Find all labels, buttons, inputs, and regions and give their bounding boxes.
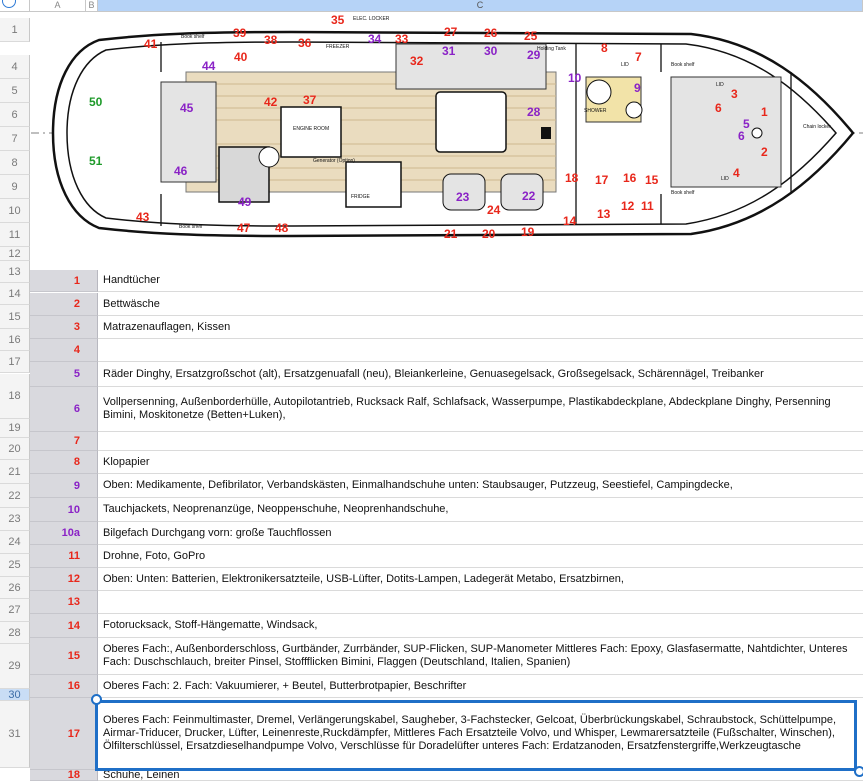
row-number[interactable]: 1: [0, 18, 30, 42]
boat-layout-image[interactable]: [31, 12, 863, 263]
compartment-number[interactable]: 10: [30, 498, 98, 522]
compartment-number[interactable]: 13: [30, 591, 98, 614]
plan-annotation: Generator (Option): [313, 158, 355, 164]
column-header-a[interactable]: A: [30, 0, 86, 12]
compartment-label: 3: [731, 87, 738, 101]
contents-text: Bettwäsche: [103, 297, 160, 310]
contents-cell[interactable]: [98, 498, 863, 522]
row-number[interactable]: 17: [0, 351, 30, 373]
row-number[interactable]: 16: [0, 329, 30, 351]
compartment-label: 44: [202, 59, 216, 73]
compartment-number[interactable]: 8: [30, 451, 98, 474]
compartment-number[interactable]: 2: [30, 293, 98, 316]
contents-text: Schuhe, Leinen: [103, 768, 180, 781]
compartment-label: 31: [442, 44, 456, 58]
compartment-label: 11: [641, 199, 654, 213]
row-number[interactable]: 14: [0, 283, 30, 305]
compartment-label: 28: [527, 105, 541, 119]
contents-cell[interactable]: [98, 451, 863, 474]
compartment-label: 49: [238, 195, 252, 209]
row-number[interactable]: 29: [0, 644, 30, 689]
compartment-label: 39: [233, 26, 247, 40]
compartment-number[interactable]: 1: [30, 270, 98, 292]
contents-text: Oben: Medikamente, Defibrilator, Verbandskästen, Einmalhandschuhe unten: Staubsauger, Putzzeug, Seestiefel, Campingdecke,: [103, 479, 733, 491]
compartment-label: 13: [597, 207, 611, 221]
contents-cell[interactable]: [98, 339, 863, 362]
row-number[interactable]: 27: [0, 599, 30, 622]
compartment-label: 21: [444, 227, 458, 241]
compartment-label: 30: [484, 44, 498, 58]
contents-cell[interactable]: [98, 638, 863, 675]
compartment-label: 4: [733, 166, 740, 180]
compartment-label: 50: [89, 95, 103, 109]
row-number[interactable]: 19: [0, 419, 30, 438]
contents-cell[interactable]: [98, 545, 863, 568]
row-number[interactable]: 5: [0, 79, 30, 103]
contents-cell[interactable]: [98, 614, 863, 638]
compartment-label: 20: [482, 227, 496, 241]
contents-text: Tauchjackets, Neoprenanzüge, Neopренschuhe, Neoprenhandschuhe,: [103, 503, 449, 515]
row-number[interactable]: 30: [0, 689, 30, 701]
compartment-number[interactable]: 11: [30, 545, 98, 568]
contents-text: Matrazenauflagen, Kissen: [103, 320, 231, 333]
compartment-number[interactable]: 3: [30, 316, 98, 339]
contents-text: Oben: Unten: Batterien, Elektronikersatzteile, USB-Lüfter, Dotits-Lampen, Ladegerät Metabo, Ersatzbirnen,: [103, 572, 624, 585]
contents-cell[interactable]: [98, 568, 863, 591]
column-header-bar: [0, 0, 863, 12]
contents-text: Vollpersenning, Außenborderhülle, Autopilotantrieb, Rucksack Ralf, Schlafsack, Wasserpumpe, Plastikabdeckplane, Abdeckplane Dinghy, Persenning Bimini, Moskitonetze (Betten+Luken),: [103, 396, 831, 421]
row-number[interactable]: 20: [0, 438, 30, 460]
row-number[interactable]: 9: [0, 175, 30, 199]
contents-text: Oberes Fach: 2. Fach: Vakuumierer, + Beutel, Butterbrotpapier, Beschrifter: [103, 679, 467, 692]
plan-annotation: Chain locker: [803, 124, 831, 130]
engine-room: [281, 107, 341, 157]
compartment-label: 15: [645, 173, 659, 187]
compartment-label: 5: [743, 117, 750, 131]
compartment-label: 6: [738, 129, 745, 143]
compartment-number[interactable]: 18: [30, 770, 98, 781]
compartment-number[interactable]: 15: [30, 638, 98, 675]
forward-sink: [626, 102, 642, 118]
contents-text: Oberes Fach: Feinmultimaster, Dremel, Verlängerungskabel, Saugheber, 3-Fachstecker, Gelcoat, Überbrückungskabel, Schraubstock, Schüttelpumpe, Airmar-Triducer, Drucker, Lüfter, Leinenreste,Ruckdämpfer, Mittleres Fach Ersatzteile Volvo, und Whisper, Lewmarersatzteile (Fußschalter, Winschen), Ölfilterschlüssel, Ersatzdieselhandpumpe Volvo, Verschlüsse für Doradelüfter unteres Fach: Erdatzanoden, Ersatzfenstergriffe,Werkzeugtasche: [103, 714, 837, 752]
compartment-label: 9: [634, 81, 641, 95]
contents-cell[interactable]: [98, 316, 863, 339]
contents-text: Räder Dinghy, Ersatzgroßschot (alt), Ersatzgenuafall (neu), Bleiankerleine, Genuasegelsack, Großsegelsack, Schärennägel, Treibanker: [103, 367, 764, 380]
row-number[interactable]: 23: [0, 508, 30, 531]
row-number[interactable]: 10: [0, 199, 30, 223]
contents-cell[interactable]: [98, 293, 863, 316]
plan-annotation: ELEC. LOCKER: [353, 16, 390, 22]
compartment-label: 38: [264, 33, 278, 47]
column-header-b[interactable]: B: [86, 0, 98, 12]
row-number[interactable]: 24: [0, 531, 30, 554]
compartment-label: 24: [487, 203, 501, 217]
contents-text: Klopapier: [103, 455, 150, 468]
mast: [541, 127, 551, 139]
contents-cell[interactable]: [98, 591, 863, 614]
row-number[interactable]: 22: [0, 484, 30, 508]
compartment-number[interactable]: 14: [30, 614, 98, 638]
compartment-number[interactable]: 5: [30, 362, 98, 387]
compartment-label: 19: [521, 225, 535, 239]
contents-cell[interactable]: [98, 270, 863, 292]
row-number[interactable]: 4: [0, 55, 30, 79]
plan-annotation: ENGINE ROOM: [293, 126, 330, 132]
compartment-label: 42: [264, 95, 278, 109]
compartment-label: 10: [568, 71, 582, 85]
compartment-label: 26: [484, 26, 498, 40]
salon-table: [436, 92, 506, 152]
compartment-number[interactable]: 12: [30, 568, 98, 591]
compartment-number[interactable]: 4: [30, 339, 98, 362]
galley: [346, 162, 401, 207]
contents-cell[interactable]: [98, 362, 863, 387]
forward-toilet: [587, 80, 611, 104]
compartment-label: 51: [89, 154, 103, 168]
compartment-number[interactable]: 17: [30, 698, 98, 770]
plan-annotation: LID: [621, 62, 629, 68]
row-number[interactable]: 21: [0, 460, 30, 484]
compartment-label: 48: [275, 221, 289, 235]
compartment-label: 27: [444, 25, 458, 39]
compartment-number[interactable]: 10a: [30, 522, 98, 545]
row-number[interactable]: 18: [0, 374, 30, 419]
plan-annotation: FRIDGE: [351, 194, 370, 200]
compartment-label: 47: [237, 221, 251, 235]
contents-cell[interactable]: [98, 698, 863, 770]
compartment-label: 22: [522, 189, 536, 203]
anchor-point: [752, 128, 762, 138]
compartment-label: 29: [527, 48, 541, 62]
compartment-label: 2: [761, 145, 768, 159]
compartment-label: 36: [298, 36, 312, 50]
plan-annotation: LID: [716, 82, 724, 88]
compartment-label: 1: [761, 105, 768, 119]
plan-annotation: SHOWER: [584, 108, 607, 114]
compartment-label: 34: [368, 32, 382, 46]
compartment-label: 35: [331, 13, 345, 27]
compartment-number[interactable]: 9: [30, 474, 98, 498]
compartment-label: 25: [524, 29, 538, 43]
row-number[interactable]: 11: [0, 223, 30, 247]
berth-aft: [161, 82, 216, 182]
compartment-number[interactable]: 16: [30, 675, 98, 698]
compartment-label: 23: [456, 190, 470, 204]
compartment-label: 43: [136, 210, 150, 224]
aft-toilet: [259, 147, 279, 167]
compartment-label: 32: [410, 54, 424, 68]
contents-cell[interactable]: [98, 770, 863, 781]
contents-text: Bilgefach Durchgang vorn: große Tauchflossen: [103, 526, 332, 539]
row-number[interactable]: 8: [0, 151, 30, 175]
compartment-label: 12: [621, 199, 635, 213]
row-number[interactable]: 15: [0, 305, 30, 329]
selection-handle-bottom[interactable]: [854, 766, 863, 777]
compartment-label: 17: [595, 173, 609, 187]
boat-floor-plan: [31, 12, 863, 263]
row-number[interactable]: 26: [0, 577, 30, 599]
contents-text: Fotorucksack, Stoff-Hängematte, Windsack,: [103, 619, 318, 631]
compartment-label: 41: [144, 37, 158, 51]
compartment-label: 33: [395, 32, 409, 46]
plan-annotation: Holding Tank: [537, 46, 566, 52]
plan-annotation: Book shelf: [181, 34, 205, 40]
plan-annotation: LID: [721, 176, 729, 182]
compartment-label: 7: [635, 50, 642, 64]
row-number[interactable]: 7: [0, 127, 30, 151]
compartment-label: 8: [601, 41, 608, 55]
compartment-label: 14: [563, 214, 577, 228]
row-number[interactable]: 6: [0, 103, 30, 127]
compartment-label: 16: [623, 171, 637, 185]
compartment-label: 40: [234, 50, 248, 64]
row-number[interactable]: 25: [0, 554, 30, 577]
row-number[interactable]: 28: [0, 622, 30, 644]
row-number[interactable]: 12: [0, 247, 30, 261]
compartment-label: 37: [303, 93, 317, 107]
compartment-label: 18: [565, 171, 579, 185]
plan-annotation: Book shelf: [671, 190, 695, 196]
contents-text: Oberes Fach:, Außenborderschloss, Gurtbänder, Zurrbänder, SUP-Flicken, SUP-Manometer Mittleres Fach: Epoxy, Glasfasermatte, Nahtdichter, Unteres Fach: Duschschlauch, breiter Pinsel, Stoffflicken Bimini, Flaggen (Deutschland, Italien, Spanien): [103, 643, 848, 668]
compartment-label: 6: [715, 101, 722, 115]
plan-annotation: Book shelf: [179, 224, 203, 230]
plan-annotation: FREEZER: [326, 44, 350, 50]
row-number[interactable]: 13: [0, 261, 30, 283]
compartment-number[interactable]: 6: [30, 387, 98, 432]
contents-cell[interactable]: [98, 432, 863, 451]
contents-cell[interactable]: [98, 474, 863, 498]
compartment-number[interactable]: 7: [30, 432, 98, 451]
compartment-label: 45: [180, 101, 194, 115]
contents-text: Drohne, Foto, GoPro: [103, 549, 206, 562]
selection-handle-top[interactable]: [91, 694, 102, 705]
berth-forward: [671, 77, 781, 187]
contents-cell[interactable]: [98, 387, 863, 432]
row-number[interactable]: 31: [0, 701, 30, 768]
contents-cell[interactable]: [98, 675, 863, 698]
compartment-label: 46: [174, 164, 188, 178]
contents-cell[interactable]: [98, 522, 863, 545]
plan-annotation: Book shelf: [671, 62, 695, 68]
contents-text: Handtücher: [103, 274, 160, 286]
column-header-c[interactable]: C: [98, 0, 863, 12]
